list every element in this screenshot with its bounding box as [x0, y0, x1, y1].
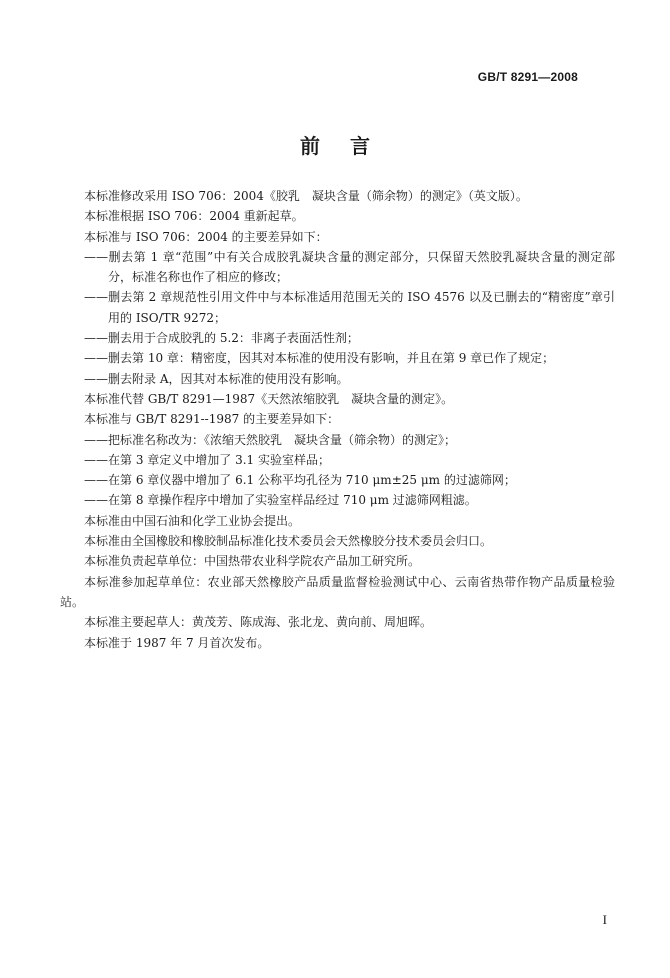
paragraph-participating-drafters: 本标准参加起草单位：农业部天然橡胶产品质量监督检验测试中心、云南省热带作物产品质量检验站。 [60, 574, 615, 609]
difference-item: ——删去第 10 章：精密度，因其对本标准的使用没有影响，并且在第 9 章已作了规定； [84, 351, 555, 366]
difference-item: ——删去用于合成胶乳的 5.2：非离子表面活性剂； [84, 331, 359, 346]
standard-code: GB/T 8291—2008 [477, 70, 578, 84]
paragraph-responsible-drafter: 本标准负责起草单位：中国热带农业科学院农产品加工研究所。 [84, 554, 421, 569]
paragraph-adoption: 本标准修改采用 ISO 706：2004《胶乳 凝块含量（筛余物）的测定》（英文版）。 [84, 189, 528, 203]
paragraph-drafting-basis: 本标准根据 ISO 706：2004 重新起草。 [84, 209, 304, 224]
paragraph-committee: 本标准由全国橡胶和橡胶制品标准化技术委员会天然橡胶分技术委员会归口。 [84, 534, 493, 549]
page-title: 前言 [300, 134, 400, 158]
page-number: I [602, 912, 607, 927]
difference-item: ——删去第 1 章“范围”中有关合成胶乳凝块含量的测定部分，只保留天然胶乳凝块含量的测定部分，标准名称也作了相应的修改； [84, 249, 615, 285]
difference-item: ——在第 3 章定义中增加了 3.1 实验室样品； [84, 452, 330, 467]
paragraph-first-issued: 本标准于 1987 年 7 月首次发布。 [84, 635, 270, 650]
paragraph-iso-differences-intro: 本标准与 ISO 706：2004 的主要差异如下： [84, 229, 328, 244]
paragraph-gb-differences-intro: 本标准与 GB/T 8291--1987 的主要差异如下： [84, 412, 340, 427]
paragraph-replaces: 本标准代替 GB/T 8291—1987《天然浓缩胶乳 凝块含量的测定》。 [84, 391, 454, 406]
difference-item: ——在第 6 章仪器中增加了 6.1 公称平均孔径为 710 μm±25 μm 的过滤筛网； [84, 473, 516, 488]
paragraph-main-drafters: 本标准主要起草人：黄茂芳、陈成海、张北龙、黄向前、周旭晖。 [84, 615, 433, 630]
difference-item: ——删去附录 A，因其对本标准的使用没有影响。 [84, 371, 349, 386]
paragraph-proposer: 本标准由中国石油和化学工业协会提出。 [84, 513, 301, 528]
difference-item: ——删去第 2 章规范性引用文件中与本标准适用范围无关的 ISO 4576 以及已删去的“精密度”章引用的 ISO/TR 9272； [84, 290, 615, 325]
difference-item: ——在第 8 章操作程序中增加了实验室样品经过 710 μm 过滤筛网粗滤。 [84, 493, 477, 508]
difference-item: ——把标准名称改为：《浓缩天然胶乳 凝块含量（筛余物）的测定》； [84, 432, 457, 447]
foreword-body [60, 186, 615, 653]
